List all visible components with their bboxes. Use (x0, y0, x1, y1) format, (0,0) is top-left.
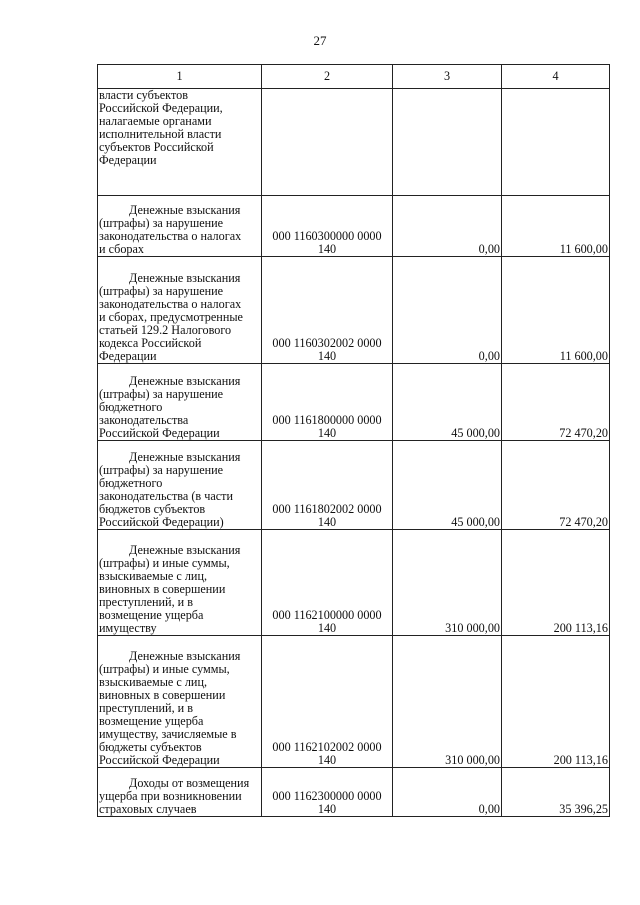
row-name-line: виновных в совершении (99, 582, 226, 596)
row-code-cell (262, 257, 393, 364)
row-name-line: Российской Федерации (99, 426, 220, 440)
row-col3-value: 0,00 (393, 768, 502, 817)
row-code-cell (262, 196, 393, 257)
row-code-line: 000 1160302002 0000 (272, 336, 382, 350)
row-col4-value: 200 113,16 (502, 530, 610, 636)
row-name-line: имуществу (99, 621, 157, 635)
revenue-table (97, 64, 610, 817)
header-col-1: 1 (98, 65, 262, 89)
table-row (98, 89, 610, 196)
row-name-line: преступлений, и в (99, 595, 193, 609)
table-row (98, 196, 610, 257)
header-col-4: 4 (502, 65, 610, 89)
row-name-cell (98, 441, 262, 530)
row-name-line: ущерба при возникновении (99, 789, 242, 803)
row-col3-value: 0,00 (393, 196, 502, 257)
table-row (98, 530, 610, 636)
row-name-line: субъектов Российской (99, 140, 214, 154)
table-row (98, 364, 610, 441)
row-name-line: кодекса Российской (99, 336, 202, 350)
row-name-line: Российской Федерации) (99, 515, 224, 529)
page-number: 27 (313, 33, 327, 48)
row-col3-value: 0,00 (393, 257, 502, 364)
row-name-line: бюджетов субъектов (99, 502, 206, 516)
table-row (98, 257, 610, 364)
row-name-line: (штрафы) за нарушение (99, 216, 224, 230)
row-name-line: Денежные взыскания (129, 203, 241, 217)
row-name-line: (штрафы) за нарушение (99, 387, 224, 401)
row-code-line: 140 (317, 621, 337, 635)
row-code-cell (262, 636, 393, 768)
row-code-cell (262, 89, 393, 196)
row-name-line: виновных в совершении (99, 688, 226, 702)
row-name-line: (штрафы) и иные суммы, (99, 662, 230, 676)
row-name-line: бюджетного (99, 476, 163, 490)
row-col4-value: 72 470,20 (502, 441, 610, 530)
row-name-line: (штрафы) за нарушение (99, 463, 224, 477)
row-code-cell (262, 768, 393, 817)
row-name-line: имуществу, зачисляемые в (99, 727, 237, 741)
row-code-line: 000 1161800000 0000 (272, 413, 382, 427)
row-code-line: 140 (317, 515, 337, 529)
row-col3-value: 45 000,00 (393, 441, 502, 530)
row-code-cell (262, 364, 393, 441)
row-name-line: бюджеты субъектов (99, 740, 202, 754)
row-name-line: возмещение ущерба (99, 714, 204, 728)
row-name-line: законодательства (99, 413, 189, 427)
row-name-line: Денежные взыскания (129, 271, 241, 285)
table-header-row (98, 65, 610, 89)
row-name-line: страховых случаев (99, 802, 197, 816)
row-name-line: Денежные взыскания (129, 649, 241, 663)
row-name-line: исполнительной власти (99, 127, 222, 141)
row-code-line: 000 1161802002 0000 (272, 502, 382, 516)
row-name-cell (98, 196, 262, 257)
row-name-cell (98, 530, 262, 636)
row-code-line: 000 1162300000 0000 (272, 789, 382, 803)
row-col3-value: 45 000,00 (393, 364, 502, 441)
row-col4-value: 72 470,20 (502, 364, 610, 441)
table-row (98, 441, 610, 530)
header-col-3: 3 (393, 65, 502, 89)
table-row (98, 636, 610, 768)
row-code-cell (262, 530, 393, 636)
row-col3-value: 310 000,00 (393, 530, 502, 636)
row-code-line: 140 (317, 242, 337, 256)
row-col4-value: 35 396,25 (502, 768, 610, 817)
row-name-cell (98, 89, 262, 196)
row-name-line: законодательства о налогах (99, 297, 242, 311)
row-code-line: 140 (317, 349, 337, 363)
header-col-2: 2 (262, 65, 393, 89)
row-code-line: 000 1162100000 0000 (272, 608, 382, 622)
row-name-cell (98, 768, 262, 817)
row-name-line: (штрафы) за нарушение (99, 284, 224, 298)
row-name-cell (98, 364, 262, 441)
row-name-line: бюджетного (99, 400, 163, 414)
row-col4-value (502, 89, 610, 196)
row-name-line: взыскиваемые с лиц, (99, 569, 208, 583)
row-code-cell (262, 441, 393, 530)
row-name-line: Денежные взыскания (129, 374, 241, 388)
row-name-line: и сборах, предусмотренные (99, 310, 243, 324)
row-name-line: статьей 129.2 Налогового (99, 323, 232, 337)
row-code-line: 140 (317, 426, 337, 440)
row-col4-value: 11 600,00 (502, 196, 610, 257)
row-code-line: 000 1160300000 0000 (272, 229, 382, 243)
row-name-line: Российской Федерации, (99, 101, 223, 115)
row-name-line: Федерации (99, 153, 157, 167)
row-name-line: законодательства (в части (99, 489, 233, 503)
row-col3-value: 310 000,00 (393, 636, 502, 768)
table-row (98, 768, 610, 817)
row-name-line: Денежные взыскания (129, 450, 241, 464)
row-name-cell (98, 257, 262, 364)
row-name-line: Российской Федерации (99, 753, 220, 767)
row-name-cell (98, 636, 262, 768)
row-name-line: возмещение ущерба (99, 608, 204, 622)
row-name-line: законодательства о налогах (99, 229, 242, 243)
row-name-line: Доходы от возмещения (129, 776, 250, 790)
row-name-line: взыскиваемые с лиц, (99, 675, 208, 689)
row-name-line: и сборах (99, 242, 145, 256)
row-code-line: 000 1162102002 0000 (272, 740, 382, 754)
row-name-line: (штрафы) и иные суммы, (99, 556, 230, 570)
row-code-line: 140 (317, 802, 337, 816)
row-name-line: власти субъектов (99, 88, 188, 102)
row-name-line: Денежные взыскания (129, 543, 241, 557)
row-name-line: преступлений, и в (99, 701, 193, 715)
row-name-line: налагаемые органами (99, 114, 212, 128)
row-col4-value: 200 113,16 (502, 636, 610, 768)
row-col4-value: 11 600,00 (502, 257, 610, 364)
row-col3-value (393, 89, 502, 196)
row-name-line: Федерации (99, 349, 157, 363)
row-code-line: 140 (317, 753, 337, 767)
